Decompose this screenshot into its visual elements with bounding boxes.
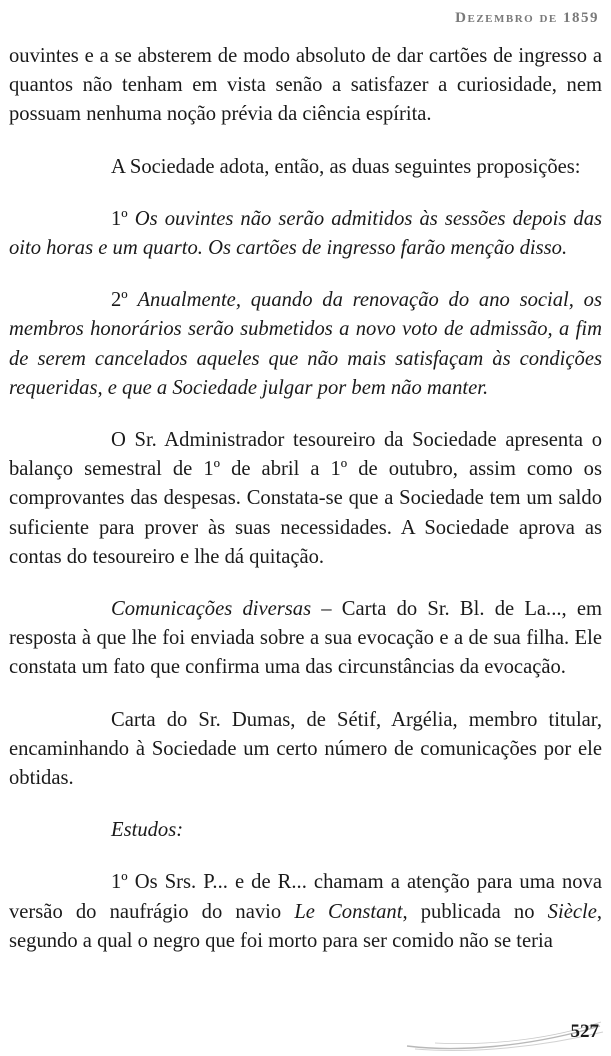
studies-1-text-a: 1º Os Srs. P... e de R... chamam a atenção para uma nova versão do naufrágio do navio [9,871,602,923]
paragraph-dumas-letter: Carta do Sr. Dumas, de Sétif, Argélia, membro titular, encaminhando à Sociedade um certo número de comunicações por ele obtidas. [9,708,602,790]
proposition-1-text: Os ouvintes não serão admitidos às sessões depois das oito horas e um quarto. Os cartões de ingresso farão menção disso. [9,207,603,260]
proposition-1-number: 1º [111,207,128,230]
ship-name: Le Constant [294,900,403,923]
proposition-1 [9,205,602,263]
communications-heading: Comunicações diversas [111,598,312,621]
paragraph-2: A Sociedade adota, então, as duas seguintes proposições: [111,155,581,178]
newspaper-name: Siècle [547,900,597,923]
paragraph-1: ouvintes e a se absterem de modo absoluto de dar cartões de ingresso a quantos não tenham em vista senão a satisfazer a curiosidade, nem possuam nenhuma noção prévia da ciência espírita. [9,45,602,126]
running-header: Dezembro de 1859 [455,10,599,26]
studies-1-text-c: , segundo a qual o negro que foi morto para ser comido não se teria [9,900,602,952]
proposition-2-number: 2º [111,289,128,312]
communications-text: – Carta do Sr. Bl. de La..., em resposta à que lhe foi enviada sobre a sua evocação e a de sua filha. Ele constata um fato que confirma uma das circunstâncias da evocação. [9,598,602,679]
paragraph-treasurer: O Sr. Administrador tesoureiro da Sociedade apresenta o balanço semestral de 1º de abril a 1º de outubro, assim como os comprovantes das despesas. Constata-se que a Sociedade tem um saldo suficiente para prover às suas necessidades. A Sociedade aprova as contas do tesoureiro e lhe dá quitação. [9,429,602,568]
paragraph-studies-1 [9,868,602,956]
studies-1-text-b: , publicada no [402,900,548,923]
page-body [9,42,602,979]
page-number: 527 [570,1021,599,1042]
studies-heading: Estudos: [111,819,184,842]
proposition-2 [9,286,602,403]
paragraph-communications [9,595,602,683]
proposition-2-text: Anualmente, quando da renovação do ano social, os membros honorários serão submetidos a novo voto de admissão, a fim de serem cancelados aqueles que não mais satisfaçam às condições requeridas, e que a Sociedade julgar por bem não manter. [9,289,602,399]
